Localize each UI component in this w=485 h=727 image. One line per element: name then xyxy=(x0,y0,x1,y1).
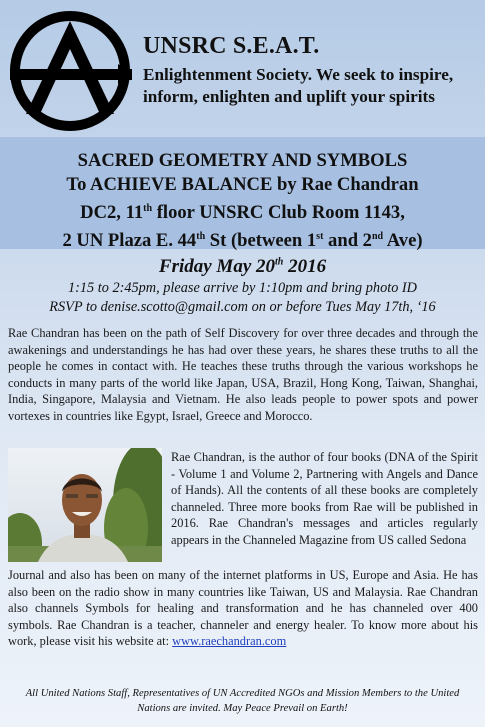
bio-paragraph-2: Rae Chandran, is the author of four books (DNA of the Spirit - Volume 1 and Volume 2, Partnering with Angels and Dance of Hands). All the contents of all these books are completely channeled. Three more books from Rae will be published in 2016. Rae Chandran's messages and articles regularly appears in the Channeled Magazine from US called Sedona xyxy=(171,450,478,547)
bio-paragraph-3: Journal and also has been on many of the internet platforms in US, Europe and Asia. He has also been on the radio show in many countries like Taiwan, US and Malaysia. Rae Chandran also channels Symbols for healing and transformation and he has channeled over 400 symbols. Rae Chandran is a teacher, channeler and energy healer. To know more about his work, please visit his website at: www.raechandran.com xyxy=(8,568,478,648)
event-time: 1:15 to 2:45pm, please arrive by 1:10pm and bring photo ID xyxy=(67,280,418,296)
rsvp-info: RSVP to denise.scotto@gmail.com on or before Tues May 17th, ‘16 xyxy=(49,299,436,315)
event-info xyxy=(0,137,485,252)
event-subtitle: To ACHIEVE BALANCE by Rae Chandran xyxy=(66,174,419,195)
org-tagline: Enlightenment Society. We seek to inspire, inform, enlighten and uplift your spirits xyxy=(143,65,454,106)
bio-paragraph-1: Rae Chandran has been on the path of Self Discovery for over three decades and through the awakenings and understandings he has had over these years, he shares these truths to all the people he comes in contact with. He teaches these truths through the various workshops he conducts in many parts of the world like Japan, USA, Brazil, Hong Kong, Taiwan, Shanghai, India, Singapore, Malaysia and Vietnam. He also leads people to power spots and power vortexes in countries like Egypt, Israel, Greece and Morocco. xyxy=(8,326,478,423)
circle-arrow-logo-icon xyxy=(6,11,136,131)
speaker-photo xyxy=(8,448,162,562)
event-date: Friday May 20th 2016 xyxy=(158,256,327,277)
event-title: SACRED GEOMETRY AND SYMBOLS xyxy=(77,150,408,171)
event-address: 2 UN Plaza E. 44th St (between 1st and 2nd Ave) xyxy=(62,230,423,252)
header xyxy=(0,0,485,137)
website-link[interactable]: www.raechandran.com xyxy=(172,634,287,648)
org-title: UNSRC S.E.A.T. xyxy=(143,33,320,59)
event-location: DC2, 11th floor UNSRC Club Room 1143, xyxy=(80,202,405,224)
footer-invitation: All United Nations Staff, Representatives of UN Accredited NGOs and Mission Members to the United Nations are invited. May Peace Prevail on Earth! xyxy=(25,688,460,714)
